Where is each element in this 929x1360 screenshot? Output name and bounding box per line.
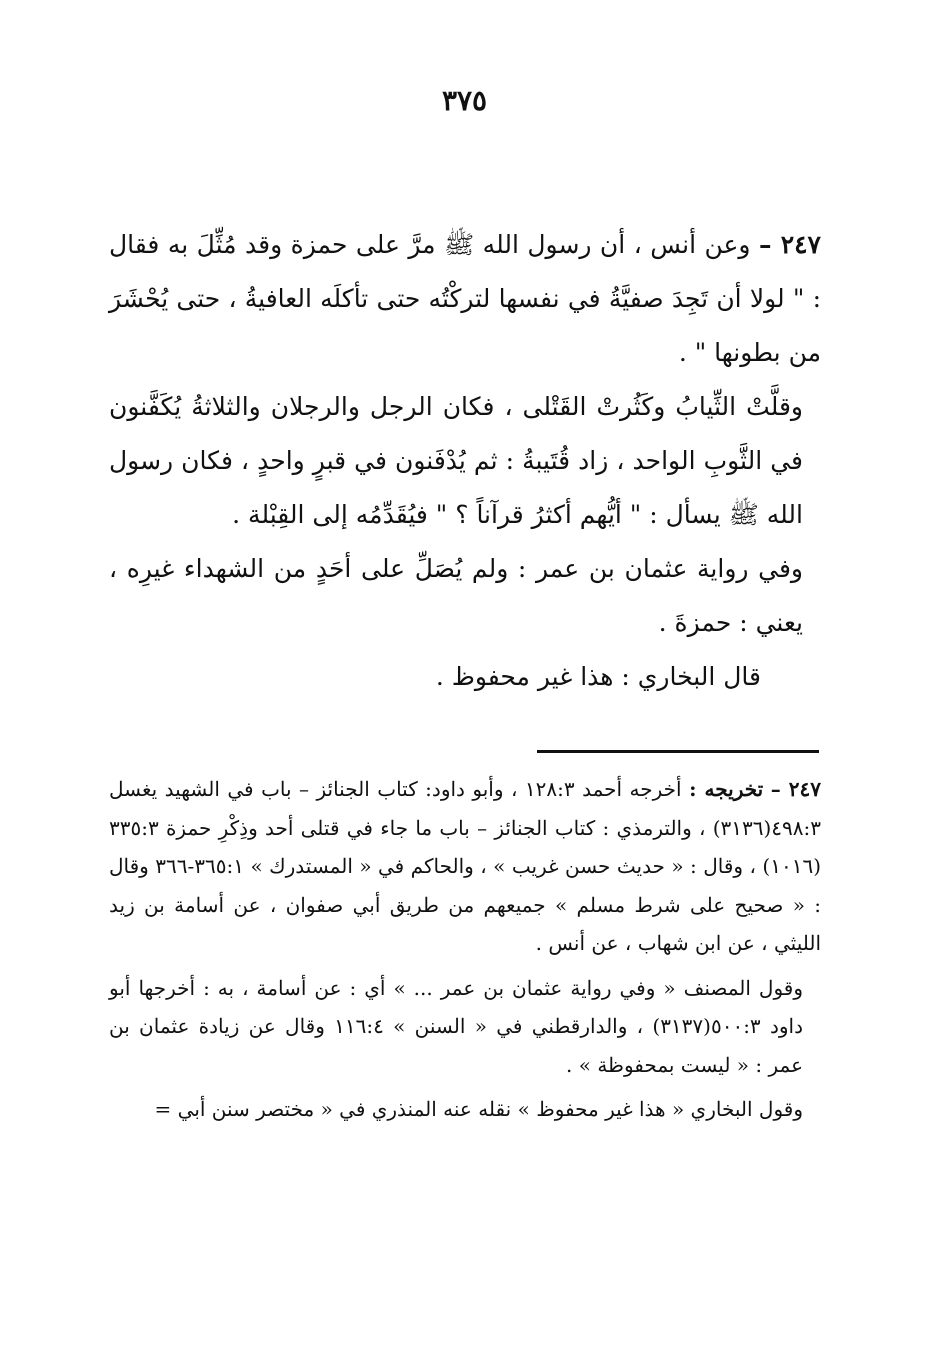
hadith-text — [109, 218, 821, 704]
page-number: ٣٧٥ — [441, 84, 488, 117]
footnotes — [109, 770, 821, 1135]
footnote-paragraph-1 — [109, 770, 821, 963]
hadith-number: ٢٤٧ – — [758, 230, 821, 259]
footnote-heading: تخريجه : — [689, 777, 764, 801]
hadith-paragraph-1-text: وعن أنس ، أن رسول الله ﷺ مرَّ على حمزة وقد مُثِّلَ به فقال : " لولا أن تَجِدَ صفيَّةُ في نفسها لتركْتُه حتى تأكلَه العافيةُ ، حتى يُحْشَرَ من بطونها " . — [109, 230, 821, 367]
hadith-paragraph-4: قال البخاري : هذا غير محفوظ . — [435, 662, 761, 691]
footnote-divider — [537, 750, 819, 753]
footnote-paragraph-2: وقول المصنف « وفي رواية عثمان بن عمر ... » أي : عن أسامة ، به : أخرجها أبو داود ٥٠٠:٣(٣١٣٧) ، والدارقطني في « السنن » ١١٦:٤ وقال عن زيادة عثمان بن عمر : « ليست بمحفوظة » . — [109, 975, 803, 1077]
footnote-paragraph-3: وقول البخاري « هذا غير محفوظ » نقله عنه المنذري في « مختصر سنن أبي = — [154, 1097, 803, 1121]
footnote-paragraph-1-text: أخرجه أحمد ١٢٨:٣ ، وأبو داود: كتاب الجنائز – باب في الشهيد يغسل ٤٩٨:٣(٣١٣٦) ، والترمذي : كتاب الجنائز – باب ما جاء في قتلى أحد وذِكْرِ حمزة ٣٣٥:٣ (١٠١٦) ، وقال : « حديث حسن غريب » ، والحاكم في « المستدرك » ٣٦٥:١-٣٦٦ وقال : « صحيح على شرط مسلم » جميعهم من طريق أبي صفوان ، عن أسامة بن زيد الليثي ، عن ابن شهاب ، عن أنس . — [109, 777, 822, 955]
hadith-paragraph-2: وقلَّتْ الثِّيابُ وكَثُرتْ القَتْلى ، فكان الرجل والرجلان والثلاثةُ يُكَفَّنون في الثَّوبِ الواحد ، زاد قُتَيبةُ : ثم يُدْفَنون في قبرٍ واحدٍ ، فكان رسول الله ﷺ يسأل : " أيُّهم أكثرُ قرآناً ؟ " فيُقَدِّمُه إلى القِبْلة . — [109, 392, 803, 529]
hadith-paragraph-1 — [109, 218, 821, 380]
hadith-paragraph-3: وفي رواية عثمان بن عمر : ولم يُصَلِّ على أحَدٍ من الشهداء غيرِه ، يعني : حمزةَ . — [109, 554, 803, 637]
footnote-number: ٢٤٧ – — [770, 777, 822, 801]
